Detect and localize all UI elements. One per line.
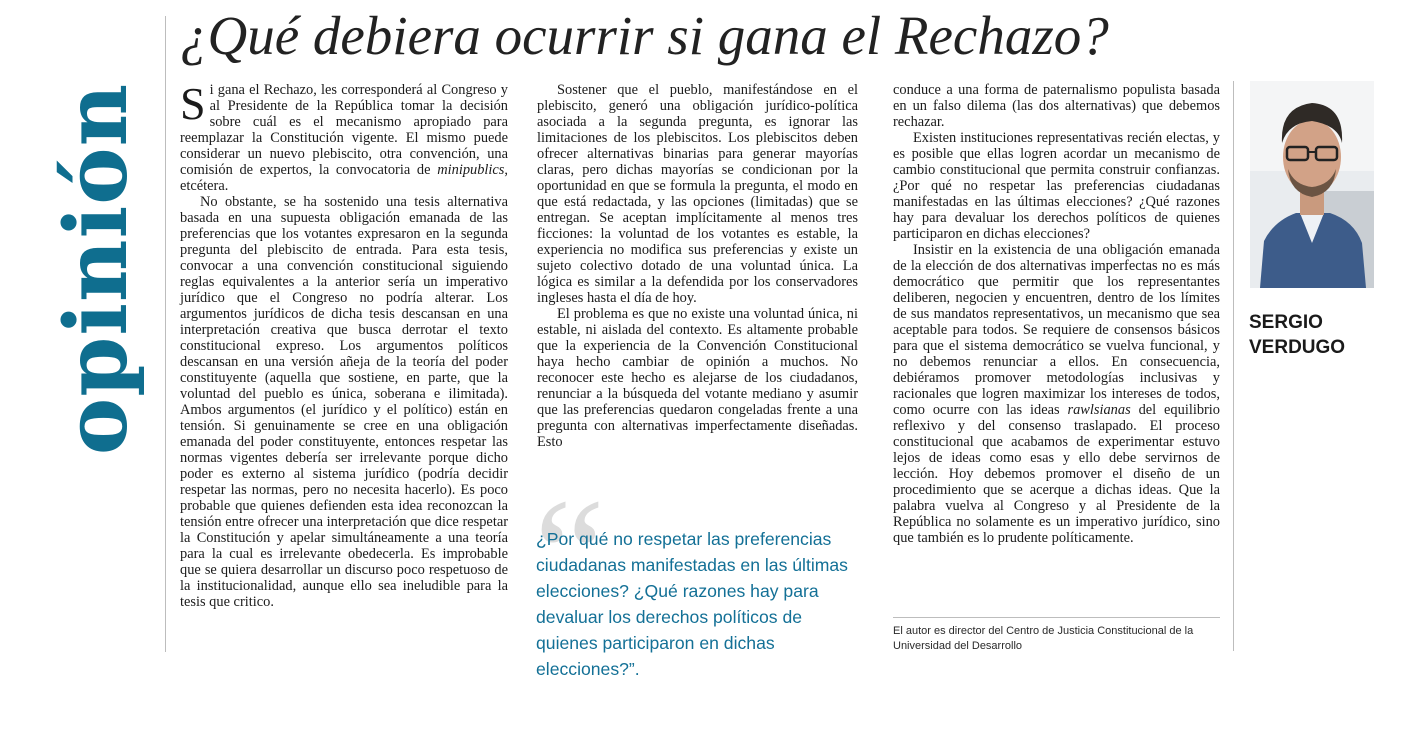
paragraph: No obstante, se ha sostenido una tesis alternativa basada en una supuesta obligación emanada de las preferencias que los votantes expresaron en la segunda pregunta del plebiscito de entrada. Para esta tesis, convocar a una convención constitucional siguiendo reglas equivalentes a la anterior sería un imperativo jurídico que el Congreso no podría alterar. Los argumentos jurídicos de dicha tesis descansan en una interpretación creativa que busca derrotar el texto constitucional expreso. Los argumentos políticos descansan en una versión añeja de la teoría del poder constituyente (aquella que sostiene, en parte, que la voluntad del pueblo es única, soberana e ilimitada). Ambos argumentos (el jurídico y el político) están en tensión. Si genuinamente se cree en una obligación emanada del poder constituyente, entonces respetar las normas vigentes debería ser irrelevante porque dicho poder es externo al sistema jurídico (podría decidir respetar las normas, pero no necesita hacerlo). Es poco probable que quienes defienden esta idea reconozcan la tensión entre ofrecer una interpretación que dice respetar la Constitución y apelar simultáneamente a una teoría para la cual es irrelevante obedecerla. Es improbable que se quiera desarrollar un discurso poco respetuoso de la institucionalidad, aunque ello sea ineludible para la tesis que critico. xyxy=(180,194,508,610)
sidebar-divider xyxy=(1233,81,1234,651)
drop-cap: S xyxy=(180,78,206,129)
author-last-name: VERDUGO xyxy=(1249,337,1346,358)
section-label-text: opinión xyxy=(46,82,147,456)
author-first-name: SERGIO xyxy=(1249,312,1323,333)
pull-quote: ¿Por qué no respetar las preferencias ciudadanas manifestadas en las últimas elecciones? ¿Qué razones hay para devaluar los derechos políticos de quienes participaron en dichas elecciones?”. xyxy=(536,529,848,679)
headline: ¿Qué debiera ocurrir si gana el Rechazo? xyxy=(180,5,1109,66)
paragraph: Sostener que el pueblo, manifestándose en el plebiscito, generó una obligación jurídico-política asociada a la segunda pregunta, es ignorar las limitaciones de los plebiscitos. Los plebiscitos deben ofrecer alternativas binarias para generar mayorías claras, pero dichas mayorías se condicionan por la oportunidad en que se formula la pregunta, el modo en que está redactada, y las opciones (limitadas) que se entregan. Se aceptan implícitamente al menos tres ficciones: la voluntad de los votantes es estable, la experiencia no modifica sus preferencias y existe un sujeto colectivo dotado de una voluntad única. La lógica es similar a la defendida por los conservadores ingleses hasta el día de hoy. xyxy=(537,82,858,306)
author-name xyxy=(1249,310,1345,360)
paragraph: Existen instituciones representativas recién electas, y es posible que ellas logren acordar un mecanismo de cambio constitucional que permita construir confianzas. ¿Por qué no respetar las preferencias ciudadanas manifestadas en las últimas elecciones? ¿Qué razones hay para devaluar los derechos políticos de quienes participaron en dichas elecciones? xyxy=(893,130,1220,242)
author-photo xyxy=(1250,81,1374,288)
article-column-3 xyxy=(893,82,1220,546)
article-column-2 xyxy=(537,82,858,450)
quote-mark-icon: “ xyxy=(534,465,606,643)
note-divider xyxy=(893,617,1220,618)
paragraph: Si gana el Rechazo, les corresponderá al Congreso y al Presidente de la República tomar la decisión sobre cuál es el mecanismo apropiado para reemplazar la Constitución vigente. El mismo puede considerar un nuevo plebiscito, otra convención, una comisión de expertos, la convocatoria de minipublics, etcétera. xyxy=(180,78,508,194)
article-column-1 xyxy=(180,78,508,610)
paragraph: Insistir en la existencia de una obligación emanada de la elección de dos alternativas imperfectas no es más democrático que permitir que los representantes deliberen, negocien y encuentren, dentro de los límites de sus mandatos representativos, un mecanismo que sea aceptable para todos. Se requiere de consensos básicos para que el sistema democrático se vuelva funcional, y no debemos renunciar a ellos. En consecuencia, debiéramos promover metodologías inclusivas y racionales que logren maximizar los intereses de todos, como ocurre con las ideas rawlsianas del equilibrio reflexivo y del consenso traslapado. El proceso constitucional que acabamos de experimentar estuvo lejos de ideas como esas y ello debe servirnos de lección. Hoy debemos promover el diseño de un procedimiento que se acerque a dichas ideas. Que la palabra vuelva al Congreso y al Presidente de la República no solamente es un imperativo jurídico, sino que también es lo prudente políticamente. xyxy=(893,242,1220,546)
section-label xyxy=(46,6,147,526)
author-note: El autor es director del Centro de Justicia Constitucional de la Universidad del Desarrollo xyxy=(893,625,1194,652)
paragraph: El problema es que no existe una voluntad única, ni estable, ni aislada del contexto. Es altamente probable que la experiencia de la Convención Constitucional haya hecho cambiar de opinión a muchos. No reconocer este hecho es alejarse de los ciudadanos, renunciar a la búsqueda del votante mediano y asumir que las preferencias quedaron congeladas frente a una pregunta con alternativas imperfectamente diseñadas. Esto xyxy=(537,306,858,450)
paragraph: conduce a una forma de paternalismo populista basada en un falso dilema (las dos alternativas) que debemos rechazar. xyxy=(893,82,1220,130)
column-divider xyxy=(165,16,166,652)
